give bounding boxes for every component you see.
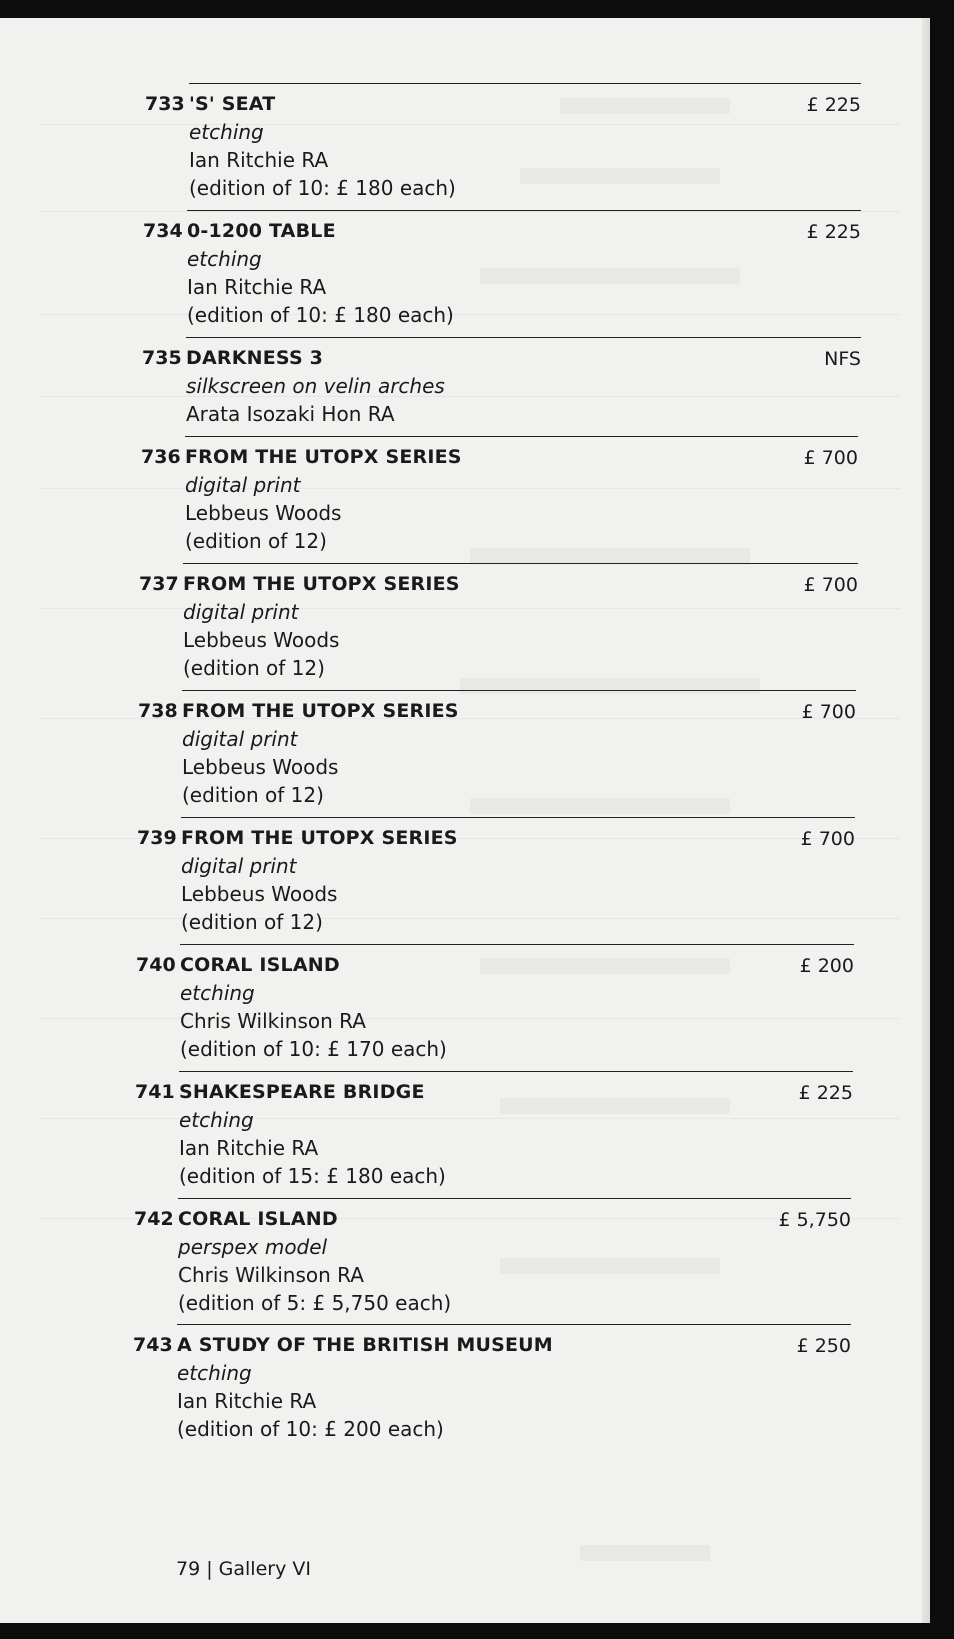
catalogue-entry (145, 83, 861, 200)
entry-medium: silkscreen on velin arches (186, 374, 445, 398)
bleed-through-line (40, 396, 900, 397)
entry-number: 734 (143, 220, 183, 242)
entry-artist: Lebbeus Woods (182, 755, 339, 779)
entry-number: 735 (142, 347, 182, 369)
entry-title: 0-1200 TABLE (187, 220, 336, 242)
bleed-through-line (40, 314, 900, 315)
entry-edition: (edition of 15: £ 180 each) (179, 1164, 446, 1188)
entry-medium: digital print (183, 600, 299, 624)
entry-medium: digital print (182, 727, 298, 751)
entry-artist: Ian Ritchie RA (177, 1389, 317, 1413)
page-footer: 79 | Gallery VI (176, 1558, 311, 1580)
catalogue-entry (141, 436, 858, 553)
entry-title: A STUDY OF THE BRITISH MUSEUM (177, 1334, 553, 1356)
entry-artist: Chris Wilkinson RA (178, 1263, 364, 1287)
bleed-through-text (460, 678, 760, 694)
bleed-through-line (40, 124, 900, 125)
bleed-through-text (500, 1258, 720, 1274)
entry-price: £ 5,750 (778, 1209, 851, 1231)
entry-price: £ 700 (803, 447, 858, 469)
entry-medium: etching (180, 981, 255, 1005)
entry-medium: etching (187, 247, 262, 271)
entry-artist: Lebbeus Woods (181, 882, 338, 906)
entry-title: FROM THE UTOPX SERIES (183, 573, 460, 595)
catalogue-entry (135, 1071, 853, 1188)
entry-price: NFS (824, 348, 861, 370)
catalogue-entry (136, 944, 854, 1061)
entry-edition: (edition of 10: £ 170 each) (180, 1037, 447, 1061)
bleed-through-text (500, 1098, 730, 1114)
entry-price: £ 225 (806, 221, 861, 243)
entry-medium: digital print (185, 473, 301, 497)
bleed-through-line (40, 211, 900, 212)
bleed-through-text (480, 958, 730, 974)
catalogue-entry (139, 563, 858, 680)
bleed-through-text (560, 98, 730, 114)
page-edge (922, 18, 930, 1623)
entry-artist: Ian Ritchie RA (187, 275, 327, 299)
entry-title: CORAL ISLAND (180, 954, 340, 976)
bleed-through-line (40, 488, 900, 489)
catalogue-entry (142, 337, 861, 426)
entry-medium: etching (189, 120, 264, 144)
entry-medium: etching (177, 1361, 252, 1385)
catalogue-entry (138, 690, 856, 807)
entry-number: 741 (135, 1081, 175, 1103)
entry-title: CORAL ISLAND (178, 1208, 338, 1230)
entry-edition: (edition of 12) (182, 783, 324, 807)
entry-number: 740 (136, 954, 176, 976)
entry-number: 738 (138, 700, 178, 722)
catalogue-entry (134, 1198, 851, 1315)
entry-medium: perspex model (178, 1235, 328, 1259)
entry-title: FROM THE UTOPX SERIES (185, 446, 462, 468)
entry-title: FROM THE UTOPX SERIES (181, 827, 458, 849)
entry-number: 737 (139, 573, 179, 595)
entry-number: 733 (145, 93, 185, 115)
entry-medium: digital print (181, 854, 297, 878)
bleed-through-text (520, 168, 720, 184)
catalogue-entry (137, 817, 855, 934)
entry-number: 739 (137, 827, 177, 849)
entry-edition: (edition of 10: £ 200 each) (177, 1417, 444, 1441)
bleed-through-text (470, 548, 750, 564)
entry-number: 742 (134, 1208, 174, 1230)
entry-number: 736 (141, 446, 181, 468)
entry-price: £ 700 (800, 828, 855, 850)
entry-title: FROM THE UTOPX SERIES (182, 700, 459, 722)
bleed-through-text (470, 798, 730, 814)
entry-edition: (edition of 10: £ 180 each) (189, 176, 456, 200)
entry-title: 'S' SEAT (189, 93, 276, 115)
entry-artist: Lebbeus Woods (185, 501, 342, 525)
entry-number: 743 (133, 1334, 173, 1356)
entry-artist: Chris Wilkinson RA (180, 1009, 366, 1033)
catalogue-entry (133, 1324, 851, 1441)
entry-title: SHAKESPEARE BRIDGE (179, 1081, 425, 1103)
entry-edition: (edition of 12) (181, 910, 323, 934)
entry-edition: (edition of 12) (185, 529, 327, 553)
bleed-through-line (40, 1118, 900, 1119)
entry-artist: Ian Ritchie RA (179, 1136, 319, 1160)
bleed-through-line (40, 1018, 900, 1019)
entry-artist: Lebbeus Woods (183, 628, 340, 652)
entry-artist: Arata Isozaki Hon RA (186, 402, 395, 426)
entry-price: £ 225 (798, 1082, 853, 1104)
bleed-through-text (580, 1545, 710, 1561)
bleed-through-text (480, 268, 740, 284)
entry-edition: (edition of 5: £ 5,750 each) (178, 1291, 452, 1315)
entry-edition: (edition of 12) (183, 656, 325, 680)
entry-edition: (edition of 10: £ 180 each) (187, 303, 454, 327)
bleed-through-line (40, 608, 900, 609)
bleed-through-line (40, 918, 900, 919)
entry-price: £ 700 (803, 574, 858, 596)
entry-price: £ 200 (799, 955, 854, 977)
catalogue-entry (143, 210, 861, 327)
entry-title: DARKNESS 3 (186, 347, 324, 369)
entry-price: £ 225 (806, 94, 861, 116)
entry-price: £ 250 (796, 1335, 851, 1357)
entry-price: £ 700 (801, 701, 856, 723)
entry-artist: Ian Ritchie RA (189, 148, 329, 172)
entry-medium: etching (179, 1108, 254, 1132)
catalogue-page (0, 18, 930, 1623)
